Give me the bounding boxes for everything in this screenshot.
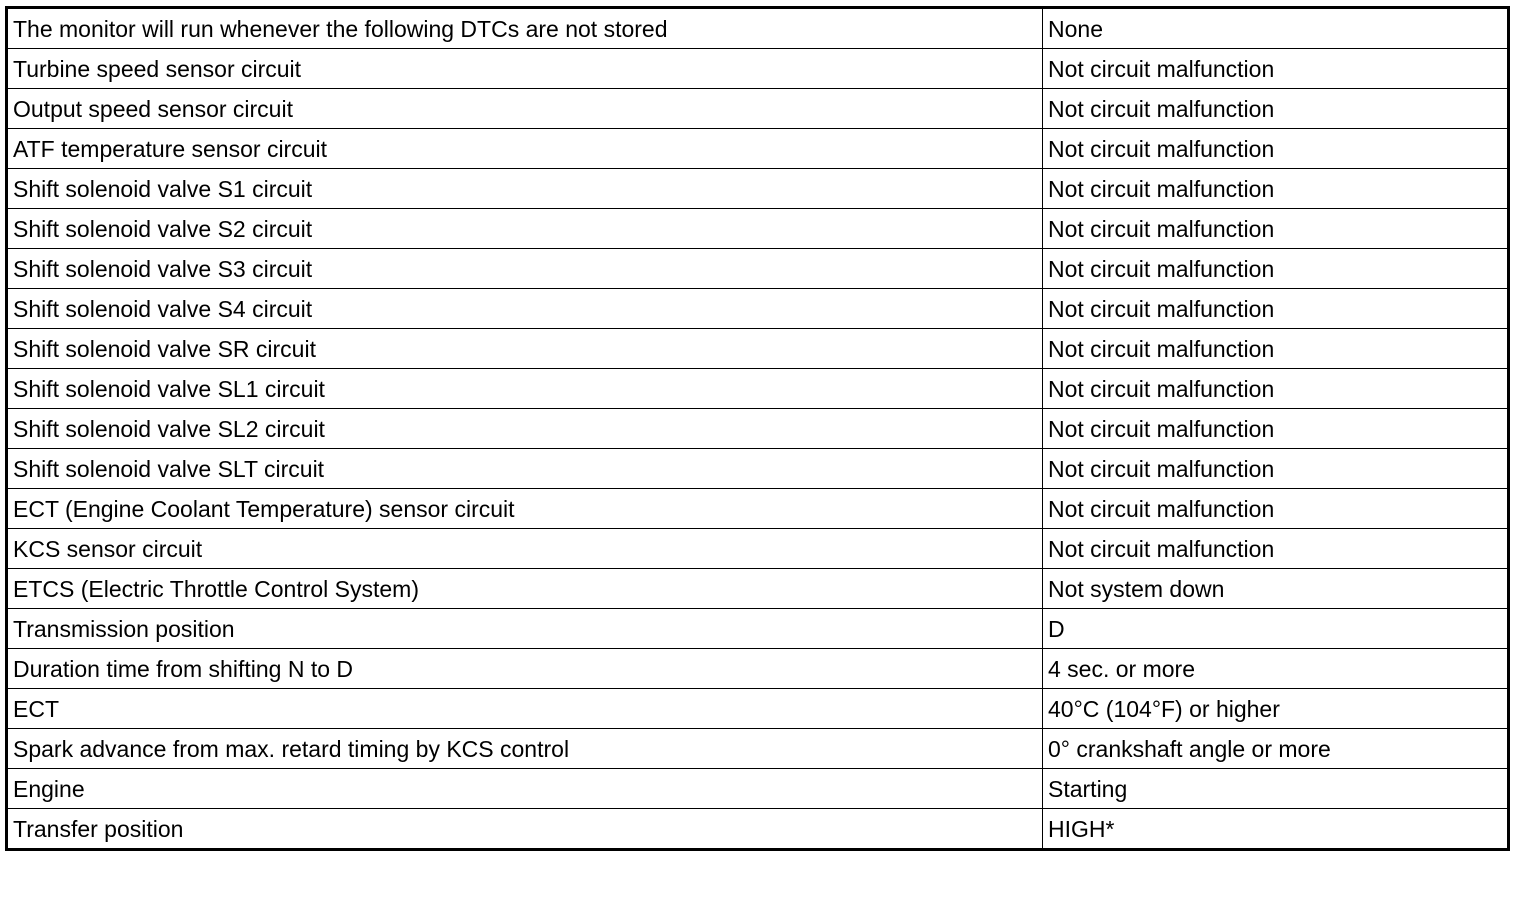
table-row [7, 689, 1509, 729]
condition-cell: Not circuit malfunction [1043, 329, 1509, 369]
item-cell: Transfer position [7, 809, 1043, 850]
condition-cell: 4 sec. or more [1043, 649, 1509, 689]
item-cell: Turbine speed sensor circuit [7, 49, 1043, 89]
condition-cell: Not circuit malfunction [1043, 249, 1509, 289]
table-row [7, 289, 1509, 329]
condition-cell: HIGH* [1043, 809, 1509, 850]
condition-cell: Not circuit malfunction [1043, 409, 1509, 449]
table-row [7, 169, 1509, 209]
table-row [7, 449, 1509, 489]
condition-cell: Not circuit malfunction [1043, 129, 1509, 169]
item-cell: Shift solenoid valve SL2 circuit [7, 409, 1043, 449]
item-cell: Output speed sensor circuit [7, 89, 1043, 129]
table-row [7, 649, 1509, 689]
table-row [7, 89, 1509, 129]
table-row [7, 129, 1509, 169]
table-row [7, 729, 1509, 769]
table-row [7, 8, 1509, 49]
item-cell: Shift solenoid valve S4 circuit [7, 289, 1043, 329]
condition-cell: Not circuit malfunction [1043, 289, 1509, 329]
item-cell: Shift solenoid valve S3 circuit [7, 249, 1043, 289]
table-row [7, 409, 1509, 449]
condition-cell: Not circuit malfunction [1043, 169, 1509, 209]
table-row [7, 809, 1509, 850]
condition-cell: None [1043, 8, 1509, 49]
table-row [7, 329, 1509, 369]
condition-cell: Not system down [1043, 569, 1509, 609]
table-row [7, 609, 1509, 649]
table-row [7, 769, 1509, 809]
condition-cell: Not circuit malfunction [1043, 89, 1509, 129]
item-cell: Shift solenoid valve S1 circuit [7, 169, 1043, 209]
item-cell: ECT [7, 689, 1043, 729]
item-cell: Engine [7, 769, 1043, 809]
table-row [7, 369, 1509, 409]
table-row [7, 489, 1509, 529]
item-cell: ECT (Engine Coolant Temperature) sensor circuit [7, 489, 1043, 529]
condition-cell: Not circuit malfunction [1043, 209, 1509, 249]
item-cell: Shift solenoid valve SR circuit [7, 329, 1043, 369]
item-cell: Spark advance from max. retard timing by KCS control [7, 729, 1043, 769]
item-cell: ETCS (Electric Throttle Control System) [7, 569, 1043, 609]
item-cell: The monitor will run whenever the following DTCs are not stored [7, 8, 1043, 49]
table-row [7, 529, 1509, 569]
item-cell: Shift solenoid valve SLT circuit [7, 449, 1043, 489]
item-cell: Shift solenoid valve SL1 circuit [7, 369, 1043, 409]
condition-cell: Starting [1043, 769, 1509, 809]
table-row [7, 49, 1509, 89]
condition-cell: Not circuit malfunction [1043, 49, 1509, 89]
condition-cell: 0° crankshaft angle or more [1043, 729, 1509, 769]
condition-cell: Not circuit malfunction [1043, 529, 1509, 569]
table-row [7, 249, 1509, 289]
condition-cell: Not circuit malfunction [1043, 449, 1509, 489]
item-cell: Transmission position [7, 609, 1043, 649]
item-cell: Shift solenoid valve S2 circuit [7, 209, 1043, 249]
condition-cell: D [1043, 609, 1509, 649]
item-cell: KCS sensor circuit [7, 529, 1043, 569]
condition-cell: 40°C (104°F) or higher [1043, 689, 1509, 729]
table-body [7, 8, 1509, 850]
condition-cell: Not circuit malfunction [1043, 489, 1509, 529]
table-row [7, 209, 1509, 249]
monitor-conditions-table [5, 6, 1510, 851]
item-cell: Duration time from shifting N to D [7, 649, 1043, 689]
item-cell: ATF temperature sensor circuit [7, 129, 1043, 169]
condition-cell: Not circuit malfunction [1043, 369, 1509, 409]
table-row [7, 569, 1509, 609]
